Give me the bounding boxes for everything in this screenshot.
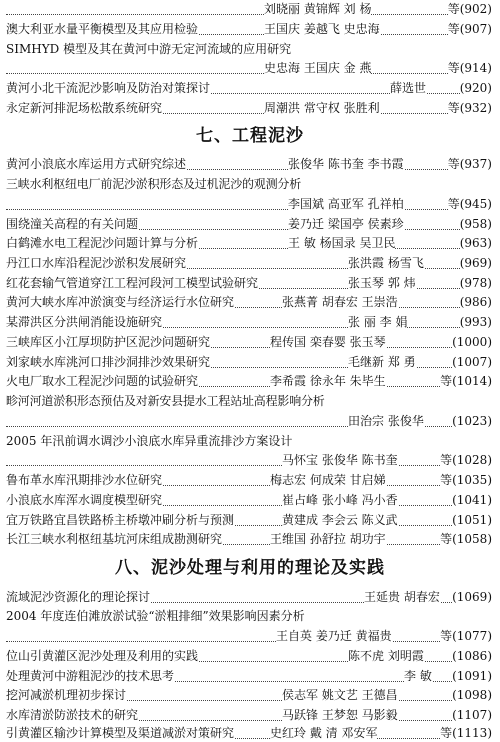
toc-entry	[6, 667, 492, 685]
toc-entry	[6, 333, 492, 351]
entry-page: 等(1058)	[440, 532, 492, 546]
entry-page: (1000)	[452, 335, 492, 349]
entry-page: (1023)	[452, 414, 492, 428]
entry-title: 挖河减淤机理初步探讨	[6, 688, 127, 702]
entry-page: 等(902)	[447, 2, 492, 16]
entry-page: 等(1014)	[440, 374, 492, 388]
entry-authors: 张俊华 陈书奎 李书霞	[288, 157, 404, 171]
entry-title: 处理黄河中游粗泥沙的技术思考	[6, 669, 175, 683]
entry-authors: 张燕菁 胡春宏 王崇浩	[282, 295, 398, 309]
toc-entry	[6, 20, 492, 38]
entry-authors: 张玉琴 郭 炜	[348, 276, 416, 290]
entry-page: (920)	[459, 81, 492, 95]
entry-page: (993)	[459, 315, 492, 329]
toc-entry	[6, 451, 492, 469]
entry-title: 永定新河排泥场松散系统研究	[6, 101, 163, 115]
entry-title: 三峡库区小江厚坝防护区泥沙问题研究	[6, 335, 211, 349]
entry-authors: 周潮洪 常守权 张胜利	[264, 101, 380, 115]
entry-authors: 梅志宏 何成荣 甘启娣	[270, 473, 386, 487]
entry-authors: 史忠海 王国庆 金 燕	[264, 61, 372, 75]
entry-authors: 马跃锋 王梦恕 马影毅	[282, 708, 398, 722]
entry-title: 位山引黄灌区泥沙处理及利用的实践	[6, 649, 199, 663]
toc-entry	[6, 724, 492, 742]
entry-title: 白鹤滩水电工程泥沙问题计算与分析	[6, 236, 199, 250]
entry-page: 等(1113)	[440, 726, 492, 740]
entry-title: 长江三峡水利枢纽基坑河床组成勘测研究	[6, 532, 223, 546]
entry-authors: 程传国 栾春婴 张玉琴	[270, 335, 386, 349]
entry-page: 等(907)	[447, 22, 492, 36]
toc-entry	[6, 155, 492, 173]
entry-title: 黄河大峡水库冲淤演变与经济运行水位研究	[6, 295, 235, 309]
toc-entry	[6, 195, 492, 213]
dot-leader	[6, 14, 492, 15]
entry-title: 小浪底水库浑水调度模型研究	[6, 493, 163, 507]
entry-page: (978)	[459, 276, 492, 290]
entry-page: 等(932)	[447, 101, 492, 115]
toc-entry	[6, 215, 492, 233]
entry-page: 等(914)	[447, 61, 492, 75]
toc-entry	[6, 491, 492, 509]
toc-entry	[6, 432, 492, 450]
entry-title: 澳大利亚水量平衡模型及其应用检验	[6, 22, 199, 36]
entry-page: 等(937)	[447, 157, 492, 171]
toc-entry	[6, 99, 492, 117]
entry-title: 刘家峡水库洮河口排沙洞排沙效果研究	[6, 355, 211, 369]
entry-page: (969)	[459, 256, 492, 270]
entry-title: 火电厂取水工程泥沙问题的试验研究	[6, 374, 199, 388]
entry-authors: 薛选世	[390, 81, 427, 95]
entry-title: 宜万铁路宜昌铁路桥主桥墩冲刷分析与预测	[6, 513, 235, 527]
toc-entry	[6, 627, 492, 645]
section-heading: 七、工程泥沙	[196, 126, 304, 146]
toc-entry	[6, 372, 492, 390]
toc-entry	[6, 353, 492, 371]
entry-authors: 黄建成 李会云 陈义武	[282, 513, 398, 527]
dot-leader	[6, 73, 492, 74]
entry-title: 丹江口水库沿程泥沙淤积发展研究	[6, 256, 187, 270]
entry-title: 黄河小北干流泥沙影响及防治对策探讨	[6, 81, 211, 95]
entry-authors: 王 敏 杨国录 吴卫民	[288, 236, 396, 250]
dot-leader	[6, 641, 492, 642]
entry-authors: 侯志军 姚文艺 王德昌	[282, 688, 398, 702]
entry-authors: 王国庆 姜越飞 史忠海	[264, 22, 380, 36]
toc-entry	[6, 607, 492, 625]
dot-leader	[6, 465, 492, 466]
entry-title: 2005 年汛前调水调沙小浪底水库异重流排沙方案设计	[6, 434, 293, 448]
entry-title: 引黄灌区输沙计算模型及渠道减淤对策研究	[6, 726, 235, 740]
entry-page: (958)	[459, 217, 492, 231]
entry-authors: 张洪霞 杨雪飞	[348, 256, 424, 270]
entry-page: (986)	[459, 295, 492, 309]
toc-entry	[6, 412, 492, 430]
toc-entry	[6, 511, 492, 529]
entry-authors: 王延贵 胡春宏	[364, 590, 440, 604]
toc-entry	[6, 254, 492, 272]
entry-authors: 李希霞 徐永年 朱毕生	[270, 374, 386, 388]
dot-leader	[6, 209, 492, 210]
toc-entry	[6, 274, 492, 292]
entry-authors: 陈不虎 刘明霞	[348, 649, 424, 663]
toc-entry	[6, 0, 492, 18]
entry-title: 水库清淤防淤技术的研究	[6, 708, 139, 722]
toc-entry	[6, 530, 492, 548]
entry-title: 2004 年度连伯滩放淤试验“淤粗排细”效果影响因素分析	[6, 609, 305, 623]
entry-page: 等(1035)	[440, 473, 492, 487]
entry-page: 等(1028)	[440, 453, 492, 467]
entry-authors: 王自英 姜乃迁 黄福贵	[276, 629, 392, 643]
entry-page: (1086)	[452, 649, 492, 663]
section-heading: 八、泥沙处理与利用的理论及实践	[115, 558, 385, 578]
entry-page: (1007)	[452, 355, 492, 369]
toc-entry	[6, 392, 492, 410]
entry-title: 三峡水利枢纽电厂前泥沙淤积形态及过机泥沙的观测分析	[6, 177, 302, 191]
toc-entry	[6, 234, 492, 252]
toc-entry	[6, 313, 492, 331]
entry-title: 流域泥沙资源化的理论探讨	[6, 590, 151, 604]
entry-authors: 姜乃迁 梁国亭 侯素珍	[288, 217, 404, 231]
entry-authors: 田治宗 张俊华	[348, 414, 424, 428]
entry-title: 某滞洪区分洪闸消能设施研究	[6, 315, 163, 329]
toc-entry	[6, 175, 492, 193]
entry-authors: 刘晓丽 黄锦辉 刘 杨	[264, 2, 372, 16]
entry-page: (1051)	[452, 513, 492, 527]
entry-title: 畛河河道淤积形态预估及对新安县提水工程站址高程影响分析	[6, 394, 325, 408]
entry-title: SIMHYD 模型及其在黄河中游无定河流域的应用研究	[6, 42, 292, 56]
entry-authors: 毛继新 郑 勇	[348, 355, 416, 369]
entry-page: (1091)	[452, 669, 492, 683]
toc-entry	[6, 706, 492, 724]
entry-page: (1041)	[452, 493, 492, 507]
toc-entry	[6, 59, 492, 77]
entry-page: (963)	[459, 236, 492, 250]
entry-page: 等(1077)	[440, 629, 492, 643]
entry-authors: 马怀宝 张俊华 陈书奎	[282, 453, 398, 467]
toc-entry	[6, 686, 492, 704]
toc-entry	[6, 40, 492, 58]
entry-title: 鲁布革水库汛期排沙水位研究	[6, 473, 163, 487]
toc-entry	[6, 293, 492, 311]
entry-authors: 崔占峰 张小峰 冯小香	[282, 493, 398, 507]
entry-authors: 李国斌 高亚军 孔祥柏	[288, 197, 404, 211]
entry-authors: 李 敏	[404, 669, 432, 683]
entry-page: (1098)	[452, 688, 492, 702]
entry-authors: 张 丽 李 娟	[348, 315, 408, 329]
entry-title: 围绕潼关高程的有关问题	[6, 217, 139, 231]
toc-entry	[6, 79, 492, 97]
entry-title: 黄河小浪底水库运用方式研究综述	[6, 157, 187, 171]
toc-entry	[6, 471, 492, 489]
entry-page: (1069)	[452, 590, 492, 604]
entry-page: (1107)	[452, 708, 492, 722]
entry-authors: 王维国 孙舒拉 胡功宇	[270, 532, 386, 546]
entry-title: 红花套输气管道穿江工程河段河工模型试验研究	[6, 276, 259, 290]
toc-entry	[6, 588, 492, 606]
entry-page: 等(945)	[447, 197, 492, 211]
toc-entry	[6, 647, 492, 665]
entry-authors: 史红玲 戴 清 邓安军	[270, 726, 378, 740]
